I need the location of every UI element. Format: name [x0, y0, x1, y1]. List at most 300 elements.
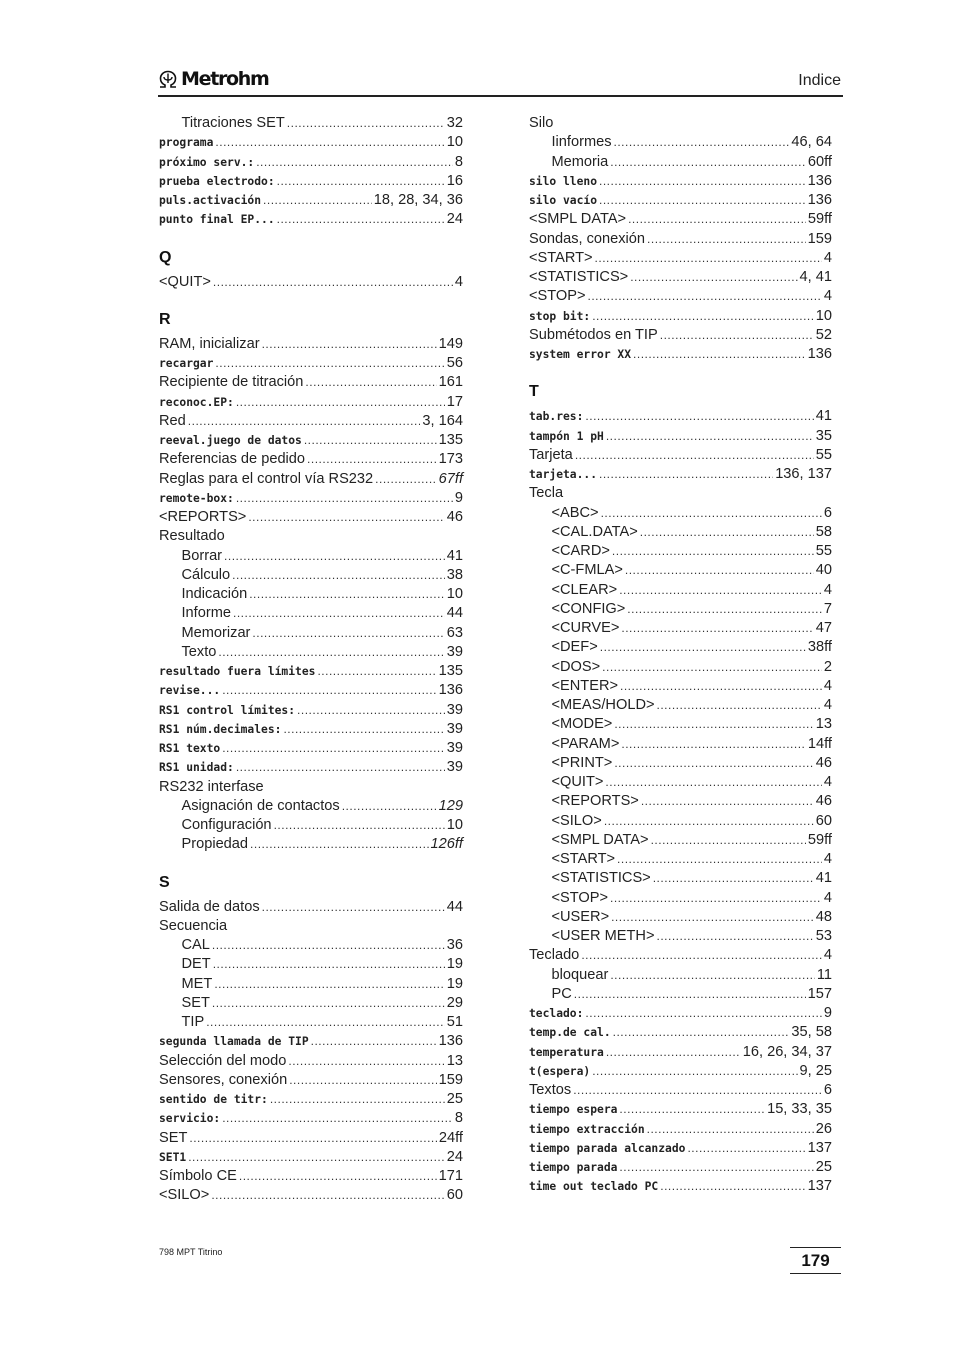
index-term: prueba electrodo:	[159, 174, 275, 188]
index-subentry	[159, 547, 463, 566]
page-reference: 29	[446, 994, 463, 1011]
index-entry	[159, 133, 463, 152]
index-entry	[529, 307, 832, 326]
page-reference: 39	[446, 720, 463, 737]
index-entry	[529, 465, 832, 484]
index-entry	[529, 191, 832, 210]
dot-leader	[599, 191, 806, 210]
index-entry	[159, 335, 463, 354]
index-column-left	[159, 114, 463, 1206]
index-entry	[159, 393, 463, 412]
index-term: teclado:	[529, 1007, 584, 1020]
footer-product-name: 798 MPT Titrino	[159, 1247, 223, 1257]
index-entry	[159, 191, 463, 210]
page-reference: 4	[454, 273, 463, 290]
index-subentry	[159, 955, 463, 974]
index-term: <CARD>	[551, 543, 610, 559]
index-entry	[159, 470, 463, 489]
index-entry	[159, 1129, 463, 1148]
index-term: <STOP>	[529, 288, 586, 305]
index-entry	[529, 1177, 832, 1196]
page-reference: 39	[446, 701, 463, 718]
dot-leader	[289, 1071, 436, 1090]
dot-leader	[250, 835, 428, 854]
index-term: <C-FMLA>	[551, 562, 623, 579]
index-term: RS1 control límites:	[159, 703, 296, 717]
index-term: Iinformes	[551, 134, 612, 151]
page-reference: 4	[823, 851, 832, 867]
page-reference: 136	[438, 1033, 463, 1050]
index-term: system error XX	[529, 348, 632, 361]
index-term: Asignación de contactos	[181, 797, 340, 814]
dot-leader	[604, 812, 814, 831]
index-subentry	[529, 153, 832, 172]
index-subentry	[529, 133, 832, 152]
page-reference: 39	[446, 643, 463, 660]
dot-leader	[613, 1023, 790, 1042]
index-term: revise...	[159, 684, 221, 698]
index-entry	[529, 484, 832, 503]
dot-leader	[653, 869, 814, 888]
index-entry	[529, 1120, 832, 1139]
omega-logo-icon	[158, 70, 178, 88]
dot-leader	[599, 465, 773, 484]
dot-leader	[625, 561, 814, 580]
index-term: silo vacío	[529, 194, 598, 207]
index-term: <ABC>	[551, 504, 599, 521]
dot-leader	[592, 1062, 797, 1081]
index-entry	[159, 681, 463, 700]
page-reference: 59ff	[807, 831, 832, 848]
index-term: tampón 1 pH	[529, 429, 604, 443]
dot-leader	[614, 133, 790, 152]
index-term: <USER METH>	[551, 928, 655, 944]
index-subentry	[529, 985, 832, 1004]
dot-leader	[610, 153, 806, 172]
page-reference: 4	[823, 889, 832, 906]
index-term: puls.activación	[159, 194, 262, 207]
index-subentry	[529, 792, 832, 811]
index-term: Resultado	[159, 528, 225, 545]
page-reference: 129	[438, 797, 463, 814]
page-reference: 60ff	[807, 153, 832, 170]
index-entry	[159, 273, 463, 292]
index-subentry	[529, 600, 832, 619]
index-term: tarjeta...	[529, 468, 598, 481]
index-entry	[529, 210, 832, 229]
page-reference: 13	[815, 716, 832, 733]
page-reference: 60	[815, 812, 832, 829]
index-term: Propiedad	[181, 836, 249, 853]
index-entry	[159, 758, 463, 777]
index-entry	[159, 720, 463, 739]
index-entry	[159, 1071, 463, 1090]
index-subentry	[159, 975, 463, 994]
index-subentry	[529, 696, 832, 715]
index-entry	[529, 1158, 832, 1177]
index-term: Tecla	[529, 485, 564, 502]
page-reference: 136	[438, 682, 463, 699]
page-reference: 9	[454, 489, 463, 506]
index-subentry	[529, 619, 832, 638]
index-subentry	[529, 773, 832, 792]
index-term: RS1 núm.decimales:	[159, 722, 282, 736]
index-term: <SILO>	[551, 812, 602, 829]
page-reference: 136	[807, 192, 832, 208]
index-term: <START>	[529, 249, 593, 266]
dot-leader	[342, 797, 437, 816]
page-reference: 15, 33, 35	[767, 1101, 832, 1118]
page-reference: 55	[815, 543, 832, 559]
page-reference: 6	[823, 504, 832, 521]
index-entry	[529, 1043, 832, 1062]
index-subentry	[529, 831, 832, 850]
dot-leader	[633, 345, 806, 364]
page-reference: 135	[438, 432, 463, 448]
dot-leader	[600, 638, 806, 657]
page-reference: 41	[815, 870, 832, 887]
page-reference: 9	[823, 1005, 832, 1021]
page-reference: 157	[807, 985, 832, 1002]
dot-leader	[614, 715, 813, 734]
dot-leader	[224, 547, 445, 566]
index-subentry	[529, 715, 832, 734]
page-reference: 41	[446, 547, 463, 564]
index-term: próximo serv.:	[159, 155, 255, 169]
index-term: resultado fuera límites	[159, 665, 316, 678]
dot-leader	[239, 1167, 437, 1186]
page-reference: 44	[446, 898, 463, 915]
dot-leader	[287, 114, 445, 133]
dot-leader	[305, 373, 436, 392]
dot-leader	[232, 566, 445, 585]
index-term: <STATISTICS>	[529, 269, 629, 285]
dot-leader	[283, 720, 444, 739]
index-subentry	[159, 566, 463, 585]
index-subentry	[529, 561, 832, 580]
index-term: Titraciones SET	[181, 115, 285, 131]
index-term: Referencias de pedido	[159, 451, 306, 468]
dot-leader	[660, 326, 814, 345]
index-entry	[159, 489, 463, 508]
dot-leader	[574, 985, 806, 1004]
index-subentry	[159, 624, 463, 643]
index-term: tiempo extracción	[529, 1122, 645, 1136]
index-term: RS232 interfase	[159, 778, 264, 795]
dot-leader	[188, 1148, 445, 1167]
index-term: <START>	[551, 851, 616, 867]
page-reference: 59ff	[807, 211, 832, 228]
index-subentry	[529, 889, 832, 908]
dot-leader	[212, 936, 445, 955]
page-reference: 46	[815, 793, 832, 810]
page-reference: 4	[823, 947, 832, 964]
dot-leader	[212, 994, 445, 1013]
page-reference: 10	[815, 307, 832, 324]
dot-leader	[640, 523, 814, 542]
dot-leader	[218, 643, 444, 662]
page-reference: 126ff	[430, 836, 463, 853]
index-entry	[159, 527, 463, 546]
page-reference: 8	[454, 1110, 463, 1127]
index-term: tab.res:	[529, 410, 584, 424]
dot-leader	[222, 681, 436, 700]
page-reference: 24ff	[438, 1129, 463, 1146]
index-entry	[159, 431, 463, 450]
index-subentry	[159, 604, 463, 623]
index-term: <PRINT>	[551, 754, 613, 771]
index-term: reconoc.EP:	[159, 395, 234, 409]
page-reference: 4	[823, 774, 832, 790]
page-reference: 67ff	[438, 470, 463, 487]
page-reference: 60	[446, 1187, 463, 1204]
page-reference: 56	[446, 355, 463, 371]
index-term: <QUIT>	[551, 774, 604, 790]
index-entry	[529, 1004, 832, 1023]
index-letter-heading: Q	[159, 248, 172, 266]
page-reference: 25	[815, 1159, 832, 1175]
index-term: Submétodos en TIP	[529, 326, 658, 343]
index-term: RS1 unidad:	[159, 761, 234, 775]
page-reference: 16, 26, 34, 37	[742, 1043, 832, 1060]
index-term: Memorizar	[181, 624, 251, 641]
index-term: stop bit:	[529, 309, 591, 323]
page-reference: 48	[815, 908, 832, 925]
index-subentry	[529, 850, 832, 869]
index-entry	[529, 1081, 832, 1100]
index-term: <ENTER>	[551, 677, 619, 694]
index-entry	[159, 373, 463, 392]
index-subentry	[529, 504, 832, 523]
index-letter-heading: T	[529, 383, 539, 401]
dot-leader	[304, 431, 437, 450]
dot-leader	[236, 393, 445, 412]
dot-leader	[628, 210, 806, 229]
dot-leader	[249, 585, 445, 604]
index-entry	[159, 354, 463, 373]
index-term: <QUIT>	[159, 273, 211, 290]
page-reference: 53	[815, 928, 832, 944]
index-subentry	[159, 816, 463, 835]
index-term: sentido de titr:	[159, 1093, 268, 1106]
dot-leader	[617, 850, 822, 869]
dot-leader	[222, 739, 445, 758]
page-reference: 9, 25	[799, 1062, 832, 1079]
index-term: <DEF>	[551, 639, 598, 656]
dot-leader	[592, 307, 814, 326]
index-entry	[529, 1100, 832, 1119]
dot-leader	[215, 354, 444, 373]
index-subentry	[529, 966, 832, 985]
index-subentry	[159, 835, 463, 854]
page-reference: 47	[815, 620, 832, 636]
dot-leader	[262, 898, 445, 917]
index-term: Texto	[181, 643, 217, 660]
dot-leader	[621, 619, 813, 638]
dot-leader	[614, 754, 813, 773]
index-term: servicio:	[159, 1112, 221, 1126]
index-term: PC	[551, 985, 572, 1002]
index-term: <SMPL DATA>	[529, 211, 627, 228]
index-subentry	[529, 735, 832, 754]
index-term: Memoria	[551, 153, 609, 170]
page-reference: 32	[446, 115, 463, 131]
index-term: punto final EP...	[159, 213, 275, 227]
page-reference: 136, 137	[775, 466, 832, 482]
dot-leader	[601, 504, 822, 523]
index-term: time out teclado PC	[529, 1180, 659, 1194]
page-reference: 44	[446, 605, 463, 622]
dot-leader	[213, 273, 453, 292]
index-entry	[159, 1090, 463, 1109]
index-term: Salida de datos	[159, 898, 260, 915]
dot-leader	[252, 624, 444, 643]
dot-leader	[627, 600, 822, 619]
index-entry	[529, 345, 832, 364]
index-term: Borrar	[181, 547, 223, 564]
index-entry	[159, 1186, 463, 1205]
index-entry	[529, 287, 832, 306]
index-term: temp.de cal.	[529, 1026, 611, 1040]
index-entry	[159, 1109, 463, 1128]
index-entry	[529, 946, 832, 965]
page-reference: 19	[446, 975, 463, 992]
dot-leader	[621, 735, 806, 754]
index-term: Secuencia	[159, 917, 228, 934]
page-reference: 25	[446, 1091, 463, 1107]
dot-leader	[573, 1081, 822, 1100]
dot-leader	[588, 287, 822, 306]
index-term: Sondas, conexión	[529, 230, 646, 247]
index-term: <CLEAR>	[551, 581, 618, 598]
page-reference: 149	[438, 335, 463, 352]
page-reference: 39	[446, 759, 463, 776]
dot-leader	[657, 696, 822, 715]
dot-leader	[236, 489, 453, 508]
index-subentry	[159, 994, 463, 1013]
index-subentry	[529, 581, 832, 600]
dot-leader	[263, 191, 372, 210]
page-reference: 52	[815, 326, 832, 343]
page-reference: 46	[815, 754, 832, 771]
dot-leader	[233, 604, 445, 623]
page-reference: 35, 58	[791, 1024, 832, 1041]
page-reference: 137	[807, 1178, 832, 1195]
dot-leader	[660, 1177, 805, 1196]
dot-leader	[599, 172, 806, 191]
page-reference: 136	[807, 346, 832, 362]
page-reference: 6	[823, 1082, 832, 1098]
index-entry	[159, 917, 463, 936]
dot-leader	[610, 889, 822, 908]
index-term: Red	[159, 412, 186, 429]
index-entry	[159, 898, 463, 917]
index-term: <DOS>	[551, 658, 601, 675]
index-subentry	[159, 643, 463, 662]
index-term: <REPORTS>	[551, 793, 639, 810]
dot-leader	[270, 1090, 445, 1109]
index-entry	[529, 1062, 832, 1081]
index-entry	[159, 508, 463, 527]
index-term: programa	[159, 136, 214, 150]
index-term: <STATISTICS>	[551, 870, 651, 887]
page-reference: 10	[446, 586, 463, 602]
index-subentry	[529, 908, 832, 927]
page-header	[158, 64, 843, 97]
index-entry	[529, 1023, 832, 1042]
dot-leader	[647, 230, 806, 249]
index-entry	[159, 210, 463, 229]
index-subentry	[529, 869, 832, 888]
page-reference: 63	[446, 624, 463, 641]
page-reference: 35	[815, 427, 832, 444]
page-reference: 136	[807, 172, 832, 189]
dot-leader	[619, 1100, 765, 1119]
index-entry	[529, 427, 832, 446]
index-entry	[159, 662, 463, 681]
dot-leader	[189, 1129, 437, 1148]
index-term: Indicación	[181, 586, 248, 602]
index-term: recargar	[159, 357, 214, 370]
index-term: SET1	[159, 1150, 187, 1164]
page-reference: 17	[446, 393, 463, 410]
page-reference: 159	[438, 1071, 463, 1088]
index-term: TIP	[181, 1014, 205, 1030]
index-term: tiempo parada	[529, 1161, 618, 1174]
dot-leader	[605, 773, 821, 792]
page-reference: 41	[815, 408, 832, 425]
index-entry	[529, 407, 832, 426]
index-term: Sensores, conexión	[159, 1071, 288, 1088]
page-reference: 8	[454, 153, 463, 170]
page-reference: 18, 28, 34, 36	[373, 192, 463, 208]
dot-leader	[248, 508, 444, 527]
index-entry	[159, 153, 463, 172]
index-entry	[159, 701, 463, 720]
dot-leader	[611, 908, 814, 927]
dot-leader	[581, 946, 822, 965]
dot-leader	[606, 1043, 741, 1062]
index-term: segunda llamada de TIP	[159, 1035, 309, 1049]
index-term: RAM, inicializar	[159, 335, 260, 352]
index-subentry	[159, 936, 463, 955]
index-subentry	[529, 754, 832, 773]
page-reference: 13	[446, 1052, 463, 1069]
page-reference: 58	[815, 523, 832, 540]
dot-leader	[619, 1158, 813, 1177]
index-term: <USER>	[551, 908, 610, 925]
index-subentry	[159, 797, 463, 816]
index-term: remote-box:	[159, 491, 234, 505]
index-term: SET	[181, 994, 210, 1011]
index-term: Tarjeta	[529, 446, 573, 463]
page-reference: 173	[438, 451, 463, 468]
index-subentry	[529, 677, 832, 696]
dot-leader	[262, 335, 437, 354]
page-reference: 55	[815, 446, 832, 463]
index-entry	[529, 249, 832, 268]
metrohm-logo	[158, 68, 269, 90]
page-reference: 3, 164	[422, 412, 463, 429]
page-reference: 40	[815, 562, 832, 579]
page-reference: 36	[446, 937, 463, 953]
page-reference: 38ff	[807, 639, 832, 656]
index-term: <MEAS/HOLD>	[551, 697, 655, 713]
index-term: <MODE>	[551, 716, 613, 733]
index-term: tiempo parada alcanzado	[529, 1141, 686, 1155]
index-entry	[159, 778, 463, 797]
index-subentry	[159, 1013, 463, 1032]
